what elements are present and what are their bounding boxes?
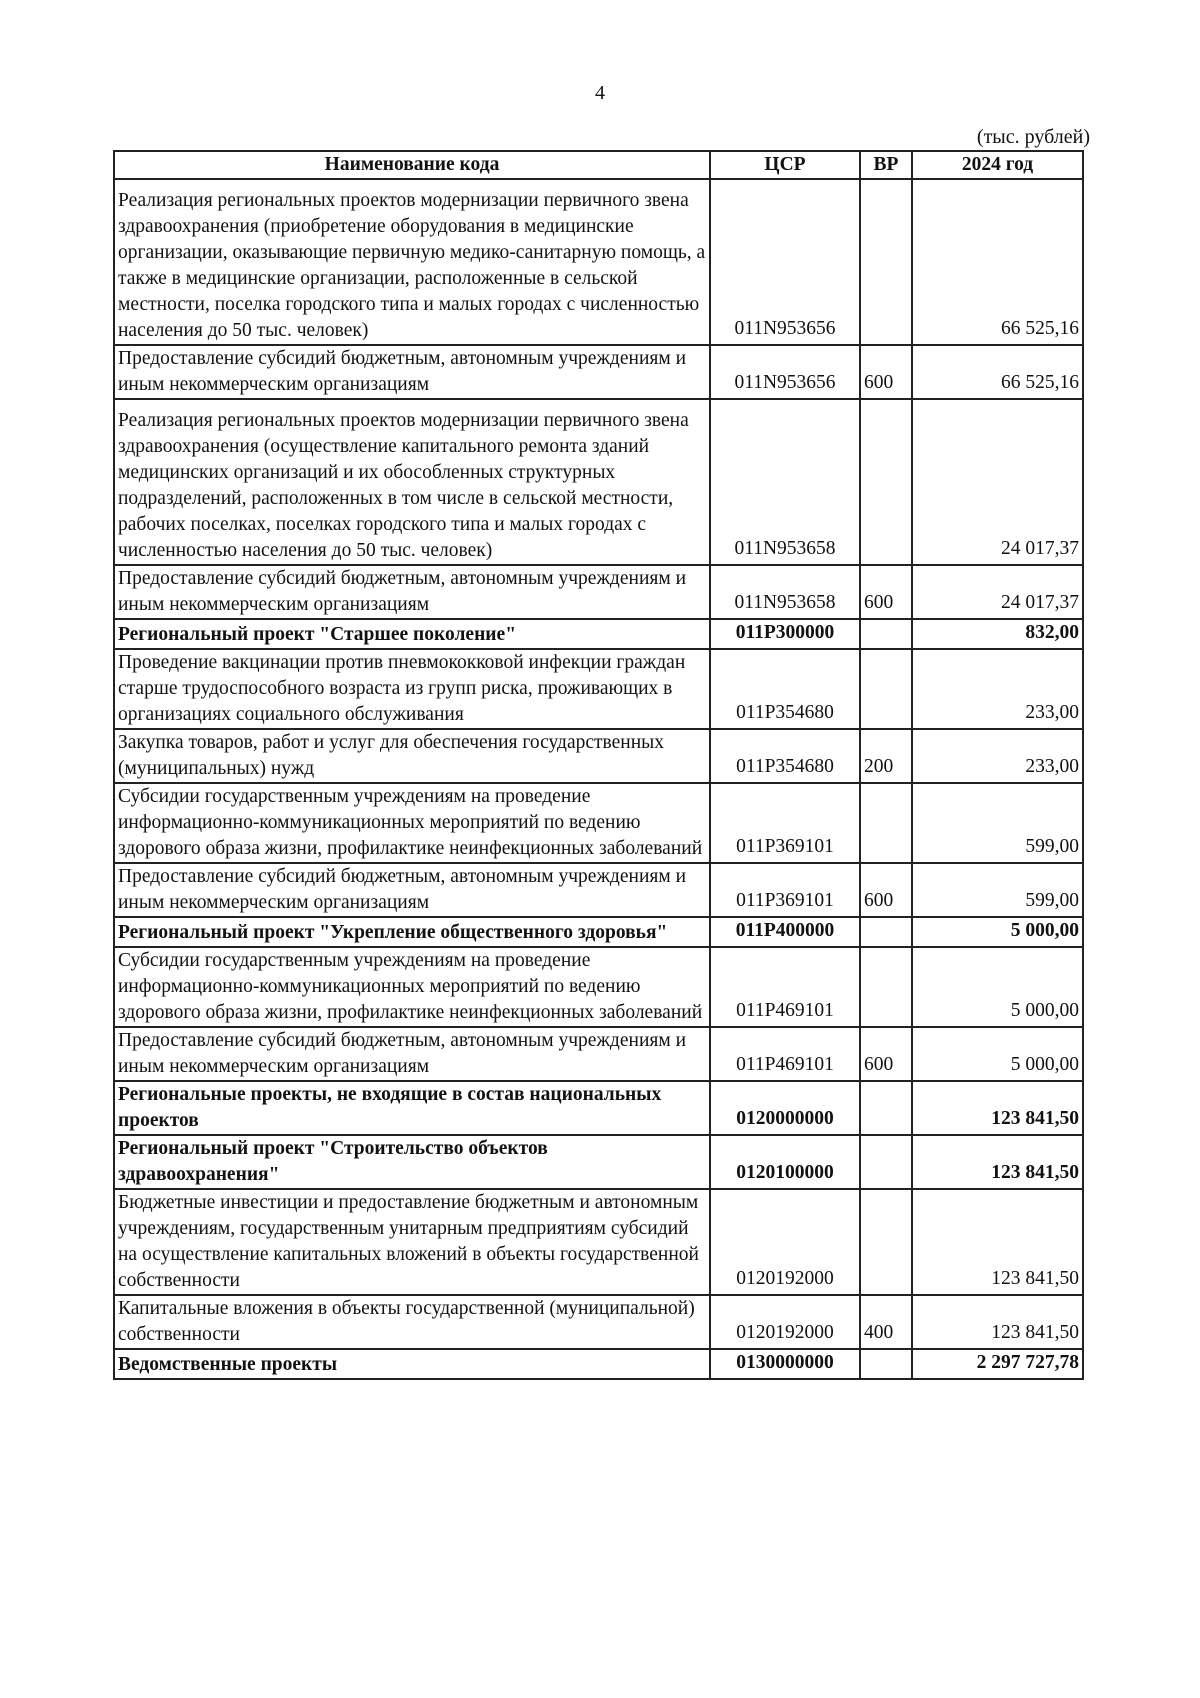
row-name: Ведомственные проекты — [114, 1349, 710, 1379]
table-row — [114, 649, 1083, 729]
row-csr-code: 0130000000 — [710, 1349, 860, 1379]
row-name: Региональные проекты, не входящие в состав национальных проектов — [114, 1081, 710, 1135]
table-row — [114, 179, 1083, 345]
row-vr-code — [860, 1349, 912, 1379]
table-row — [114, 1189, 1083, 1295]
budget-table — [113, 150, 1084, 1380]
row-csr-code: 011P469101 — [710, 947, 860, 1027]
table-row — [114, 1349, 1083, 1379]
row-vr-code — [860, 1135, 912, 1189]
row-amount: 599,00 — [912, 863, 1083, 917]
row-csr-code: 011P354680 — [710, 649, 860, 729]
row-vr-code: 600 — [860, 565, 912, 619]
row-name: Реализация региональных проектов модернизации первичного звена здравоохранения (осуществление капитального ремонта зданий медицинских организаций и их обособленных структурных подразделений, расположенных в том числе в сельской местности, рабочих поселках, поселках городского типа и малых городах с численностью населения до 50 тыс. человек) — [114, 399, 710, 565]
row-vr-code: 200 — [860, 729, 912, 783]
row-amount: 2 297 727,78 — [912, 1349, 1083, 1379]
row-csr-code: 011N953658 — [710, 399, 860, 565]
row-amount: 5 000,00 — [912, 1027, 1083, 1081]
row-vr-code — [860, 1081, 912, 1135]
row-amount: 66 525,16 — [912, 345, 1083, 399]
row-csr-code: 0120192000 — [710, 1295, 860, 1349]
units-note: (тыс. рублей) — [976, 126, 1090, 148]
row-csr-code: 011P354680 — [710, 729, 860, 783]
row-name: Предоставление субсидий бюджетным, автономным учреждениям и иным некоммерческим организациям — [114, 565, 710, 619]
row-name: Региональный проект "Укрепление общественного здоровья" — [114, 917, 710, 947]
row-name: Предоставление субсидий бюджетным, автономным учреждениям и иным некоммерческим организациям — [114, 1027, 710, 1081]
row-csr-code: 011N953658 — [710, 565, 860, 619]
row-vr-code: 600 — [860, 345, 912, 399]
table-row — [114, 1295, 1083, 1349]
header-row — [114, 151, 1083, 179]
row-vr-code — [860, 917, 912, 947]
table-row — [114, 783, 1083, 863]
table-row — [114, 1081, 1083, 1135]
row-amount: 24 017,37 — [912, 399, 1083, 565]
row-amount: 24 017,37 — [912, 565, 1083, 619]
row-amount: 123 841,50 — [912, 1135, 1083, 1189]
row-amount: 66 525,16 — [912, 179, 1083, 345]
table-row — [114, 565, 1083, 619]
table-row — [114, 619, 1083, 649]
table-row — [114, 1027, 1083, 1081]
row-vr-code — [860, 619, 912, 649]
row-csr-code: 011P369101 — [710, 783, 860, 863]
row-amount: 123 841,50 — [912, 1189, 1083, 1295]
row-csr-code: 011N953656 — [710, 179, 860, 345]
row-name: Субсидии государственным учреждениям на проведение информационно-коммуникационных мероприятий по ведению здорового образа жизни, профилактике неинфекционных заболеваний — [114, 783, 710, 863]
row-name: Проведение вакцинации против пневмококковой инфекции граждан старше трудоспособного возраста из групп риска, проживающих в организациях социального обслуживания — [114, 649, 710, 729]
row-amount: 5 000,00 — [912, 917, 1083, 947]
table-row — [114, 917, 1083, 947]
row-csr-code: 0120000000 — [710, 1081, 860, 1135]
row-amount: 233,00 — [912, 649, 1083, 729]
header-name: Наименование кода — [114, 151, 710, 179]
table-row — [114, 345, 1083, 399]
row-vr-code — [860, 179, 912, 345]
row-amount: 233,00 — [912, 729, 1083, 783]
table-header — [114, 151, 1083, 179]
row-name: Субсидии государственным учреждениям на проведение информационно-коммуникационных мероприятий по ведению здорового образа жизни, профилактике неинфекционных заболеваний — [114, 947, 710, 1027]
row-amount: 599,00 — [912, 783, 1083, 863]
header-amount: 2024 год — [912, 151, 1083, 179]
table-row — [114, 863, 1083, 917]
row-vr-code — [860, 649, 912, 729]
row-vr-code: 400 — [860, 1295, 912, 1349]
row-name: Предоставление субсидий бюджетным, автономным учреждениям и иным некоммерческим организациям — [114, 345, 710, 399]
row-csr-code: 011P300000 — [710, 619, 860, 649]
page-number: 4 — [595, 82, 605, 104]
row-amount: 123 841,50 — [912, 1081, 1083, 1135]
row-amount: 832,00 — [912, 619, 1083, 649]
row-amount: 5 000,00 — [912, 947, 1083, 1027]
header-csr: ЦСР — [710, 151, 860, 179]
row-csr-code: 011P469101 — [710, 1027, 860, 1081]
row-vr-code — [860, 1189, 912, 1295]
row-csr-code: 011P400000 — [710, 917, 860, 947]
header-vr: ВР — [860, 151, 912, 179]
table-row — [114, 729, 1083, 783]
row-vr-code — [860, 783, 912, 863]
row-name: Капитальные вложения в объекты государственной (муниципальной) собственности — [114, 1295, 710, 1349]
row-vr-code — [860, 399, 912, 565]
row-vr-code: 600 — [860, 1027, 912, 1081]
row-csr-code: 0120100000 — [710, 1135, 860, 1189]
table-row — [114, 1135, 1083, 1189]
row-name: Региональный проект "Старшее поколение" — [114, 619, 710, 649]
row-name: Реализация региональных проектов модернизации первичного звена здравоохранения (приобретение оборудования в медицинские организации, оказывающие первичную медико-санитарную помощь, а также в медицинские организации, расположенные в сельской местности, поселка городского типа и малых городах с численностью населения до 50 тыс. человек) — [114, 179, 710, 345]
row-vr-code — [860, 947, 912, 1027]
row-amount: 123 841,50 — [912, 1295, 1083, 1349]
table-row — [114, 947, 1083, 1027]
row-csr-code: 011P369101 — [710, 863, 860, 917]
table-row — [114, 399, 1083, 565]
row-name: Закупка товаров, работ и услуг для обеспечения государственных (муниципальных) нужд — [114, 729, 710, 783]
table-body — [114, 179, 1083, 1379]
row-name: Предоставление субсидий бюджетным, автономным учреждениям и иным некоммерческим организациям — [114, 863, 710, 917]
row-name: Региональный проект "Строительство объектов здравоохранения" — [114, 1135, 710, 1189]
row-csr-code: 0120192000 — [710, 1189, 860, 1295]
row-csr-code: 011N953656 — [710, 345, 860, 399]
row-name: Бюджетные инвестиции и предоставление бюджетным и автономным учреждениям, государственным унитарным предприятиям субсидий на осуществление капитальных вложений в объекты государственной собственности — [114, 1189, 710, 1295]
row-vr-code: 600 — [860, 863, 912, 917]
